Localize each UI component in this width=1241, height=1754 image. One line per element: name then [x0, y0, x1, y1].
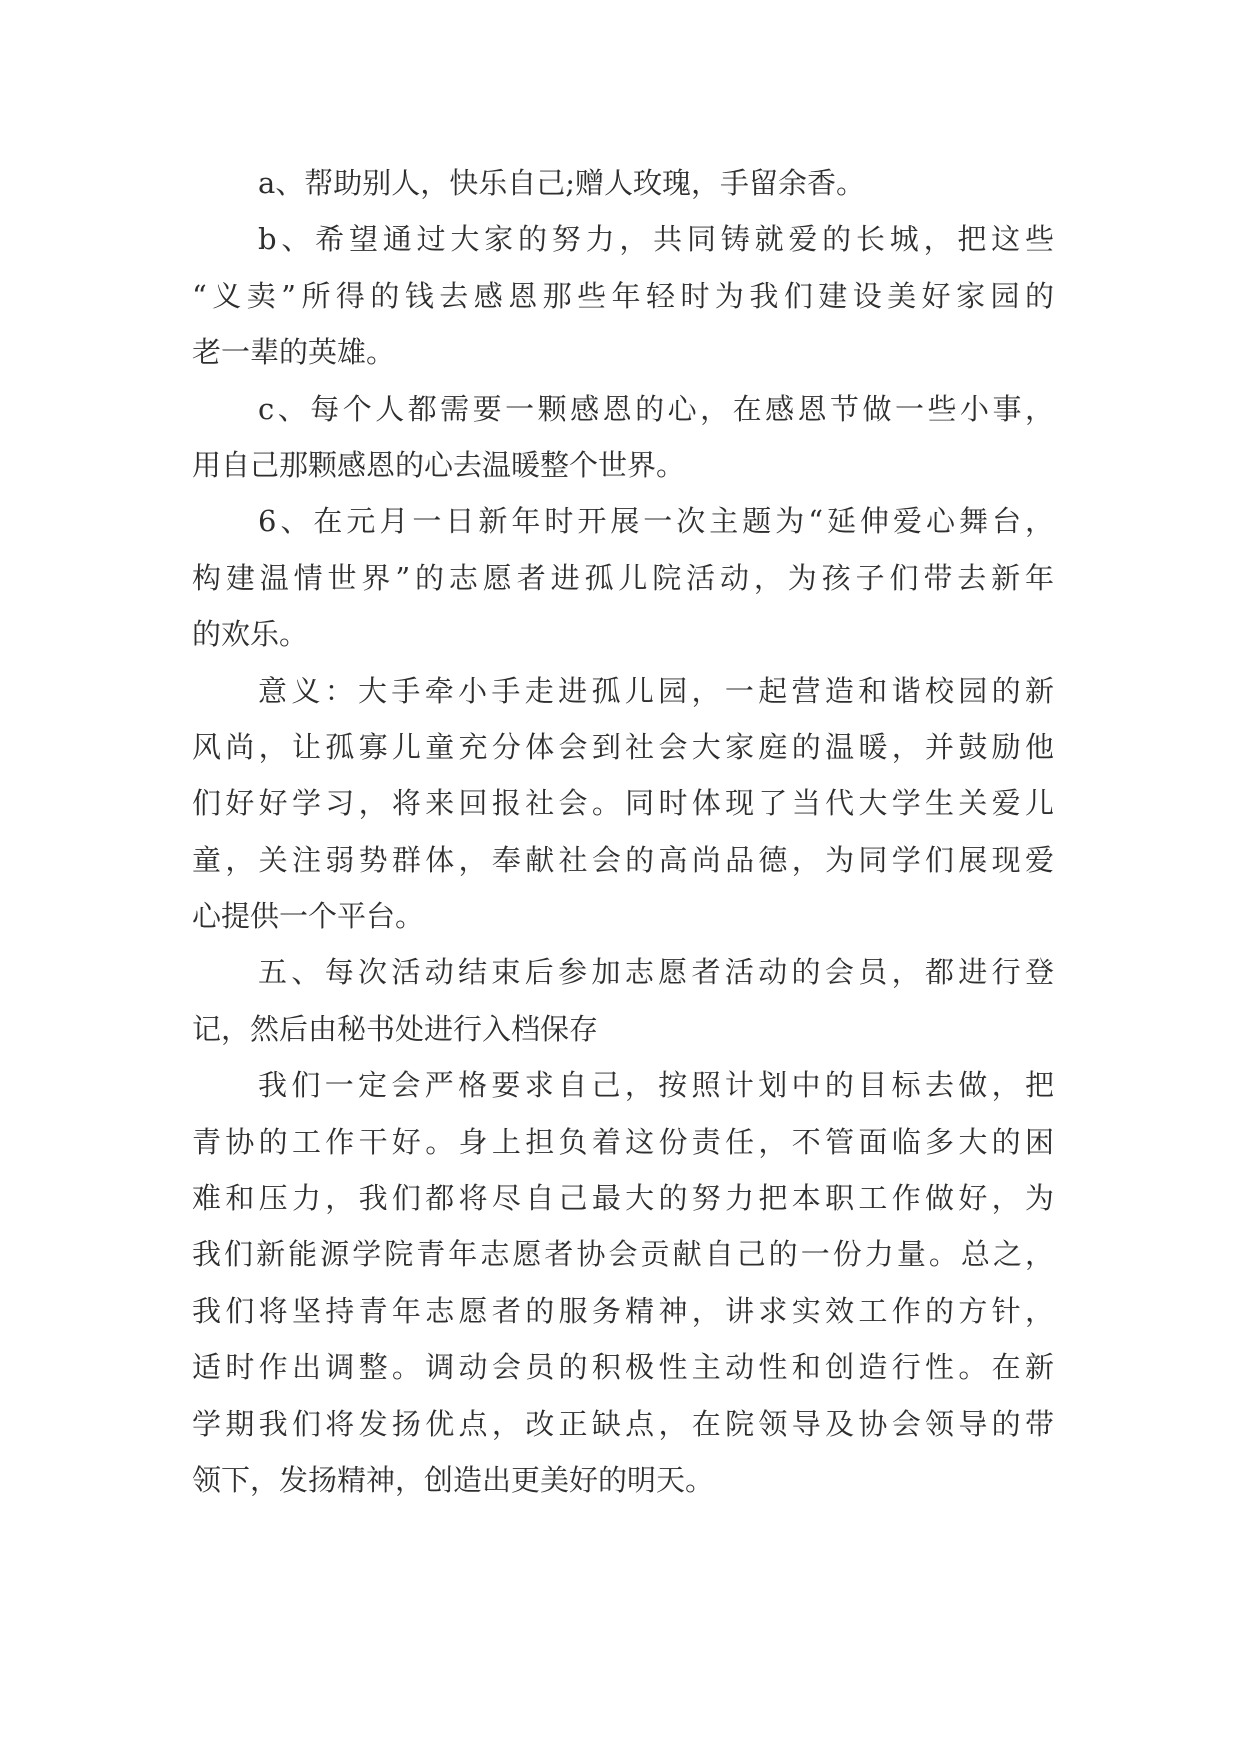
paragraph-line: 的欢乐。 [192, 617, 309, 652]
paragraph-line: b、希望通过大家的努力，共同铸就爱的长城，把这些 [258, 222, 1054, 257]
paragraph-line: 我们一定会严格要求自己，按照计划中的目标去做，把 [258, 1068, 1054, 1103]
paragraph-line: 风尚，让孤寡儿童充分体会到社会大家庭的温暖，并鼓励他 [192, 729, 1054, 764]
document-body [192, 155, 1054, 1508]
paragraph-line: 6、在元月一日新年时开展一次主题为“延伸爱心舞台， [258, 504, 1054, 539]
paragraph-line: c、每个人都需要一颗感恩的心，在感恩节做一些小事， [258, 391, 1054, 426]
paragraph-line: 心提供一个平台。 [192, 899, 425, 934]
paragraph-line: “义卖”所得的钱去感恩那些年轻时为我们建设美好家园的 [192, 278, 1054, 313]
paragraph-line: 用自己那颗感恩的心去温暖整个世界。 [192, 447, 686, 482]
paragraph-line: 意义：大手牵小手走进孤儿园，一起营造和谐校园的新 [258, 673, 1054, 708]
paragraph [192, 381, 1054, 494]
paragraph-line: a、帮助别人，快乐自己;赠人玫瑰，手留余香。 [258, 166, 866, 200]
paragraph-line: 记，然后由秘书处进行入档保存 [192, 1011, 599, 1046]
paragraph-line: 我们将坚持青年志愿者的服务精神，讲求实效工作的方针， [192, 1293, 1054, 1328]
paragraph-line: 五、每次活动结束后参加志愿者活动的会员，都进行登 [258, 955, 1054, 990]
paragraph [192, 155, 1054, 211]
paragraph-line: 学期我们将发扬优点，改正缺点，在院领导及协会领导的带 [192, 1406, 1054, 1441]
paragraph [192, 663, 1054, 945]
paragraph-line: 难和压力，我们都将尽自己最大的努力把本职工作做好，为 [192, 1181, 1054, 1216]
paragraph [192, 493, 1054, 662]
paragraph-line: 青协的工作干好。身上担负着这份责任，不管面临多大的困 [192, 1124, 1054, 1159]
paragraph-line: 适时作出调整。调动会员的积极性主动性和创造行性。在新 [192, 1350, 1054, 1385]
paragraph-line: 们好好学习，将来回报社会。同时体现了当代大学生关爱儿 [192, 786, 1054, 821]
paragraph-line: 老一辈的英雄。 [192, 335, 396, 370]
paragraph-line: 童，关注弱势群体，奉献社会的高尚品德，为同学们展现爱 [192, 842, 1054, 877]
paragraph [192, 944, 1054, 1057]
paragraph-line: 构建温情世界”的志愿者进孤儿院活动，为孩子们带去新年 [192, 560, 1054, 595]
paragraph-line: 我们新能源学院青年志愿者协会贡献自己的一份力量。总之， [192, 1237, 1054, 1272]
paragraph-line: 领下，发扬精神，创造出更美好的明天。 [192, 1462, 715, 1497]
paragraph [192, 1057, 1054, 1508]
paragraph [192, 211, 1054, 380]
